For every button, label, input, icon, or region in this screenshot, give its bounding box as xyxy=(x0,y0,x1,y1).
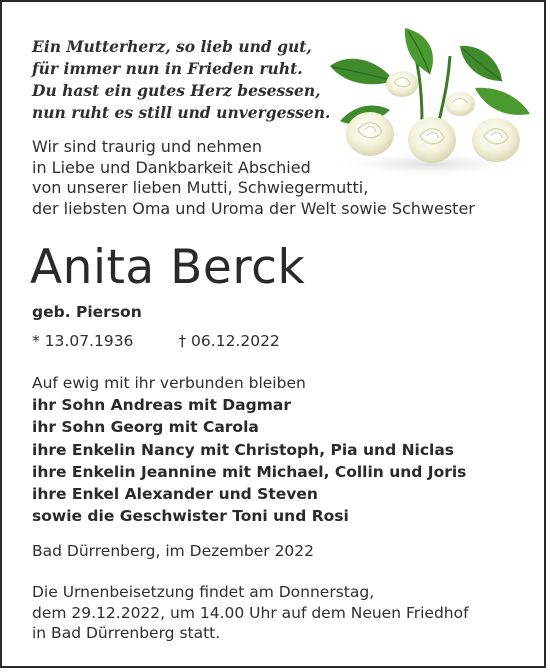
intro-line: in Liebe und Dankbarkeit Abschied xyxy=(32,157,311,177)
mourner-line: ihre Enkelin Jeannine mit Michael, Collin und Joris xyxy=(32,462,467,481)
mourner-line: ihr Sohn Georg mit Carola xyxy=(32,418,259,437)
mourner-line: ihre Enkel Alexander und Steven xyxy=(32,485,318,504)
poem-line: nun ruht es still und unvergessen. xyxy=(32,103,331,122)
funeral-line: dem 29.12.2022, um 14.00 Uhr auf dem Neuen Friedhof xyxy=(32,603,469,622)
deceased-name: Anita Berck xyxy=(30,240,306,295)
funeral-info xyxy=(32,582,469,644)
poem-line: Du hast ein gutes Herz besessen, xyxy=(32,81,321,100)
poem-line: für immer nun in Frieden ruht. xyxy=(32,59,303,78)
funeral-line: Die Urnenbeisetzung findet am Donnerstag, xyxy=(32,583,375,601)
mourners-lead: Auf ewig mit ihr verbunden bleiben xyxy=(32,374,306,392)
intro-line: Wir sind traurig und nehmen xyxy=(32,137,263,156)
maiden-name: geb. Pierson xyxy=(32,303,142,321)
death-date: † 06.12.2022 xyxy=(178,332,280,350)
life-dates xyxy=(32,332,280,350)
place-date: Bad Dürrenberg, im Dezember 2022 xyxy=(32,542,315,560)
intro-text xyxy=(32,137,475,219)
funeral-line: in Bad Dürrenberg statt. xyxy=(32,624,221,642)
birth-date: * 13.07.1936 xyxy=(32,332,134,350)
mourner-line: ihr Sohn Andreas mit Dagmar xyxy=(32,396,291,415)
poem-line: Ein Mutterherz, so lieb und gut, xyxy=(32,37,312,56)
poem xyxy=(32,36,330,124)
mourners-list xyxy=(32,372,466,527)
intro-line: von unserer lieben Mutti, Schwiegermutti, xyxy=(32,178,369,197)
mourner-line: sowie die Geschwister Toni und Rosi xyxy=(32,507,349,526)
intro-line: der liebsten Oma und Uroma der Welt sowie Schwester xyxy=(32,198,475,218)
mourner-line: ihre Enkelin Nancy mit Christoph, Pia und Niclas xyxy=(32,440,455,459)
